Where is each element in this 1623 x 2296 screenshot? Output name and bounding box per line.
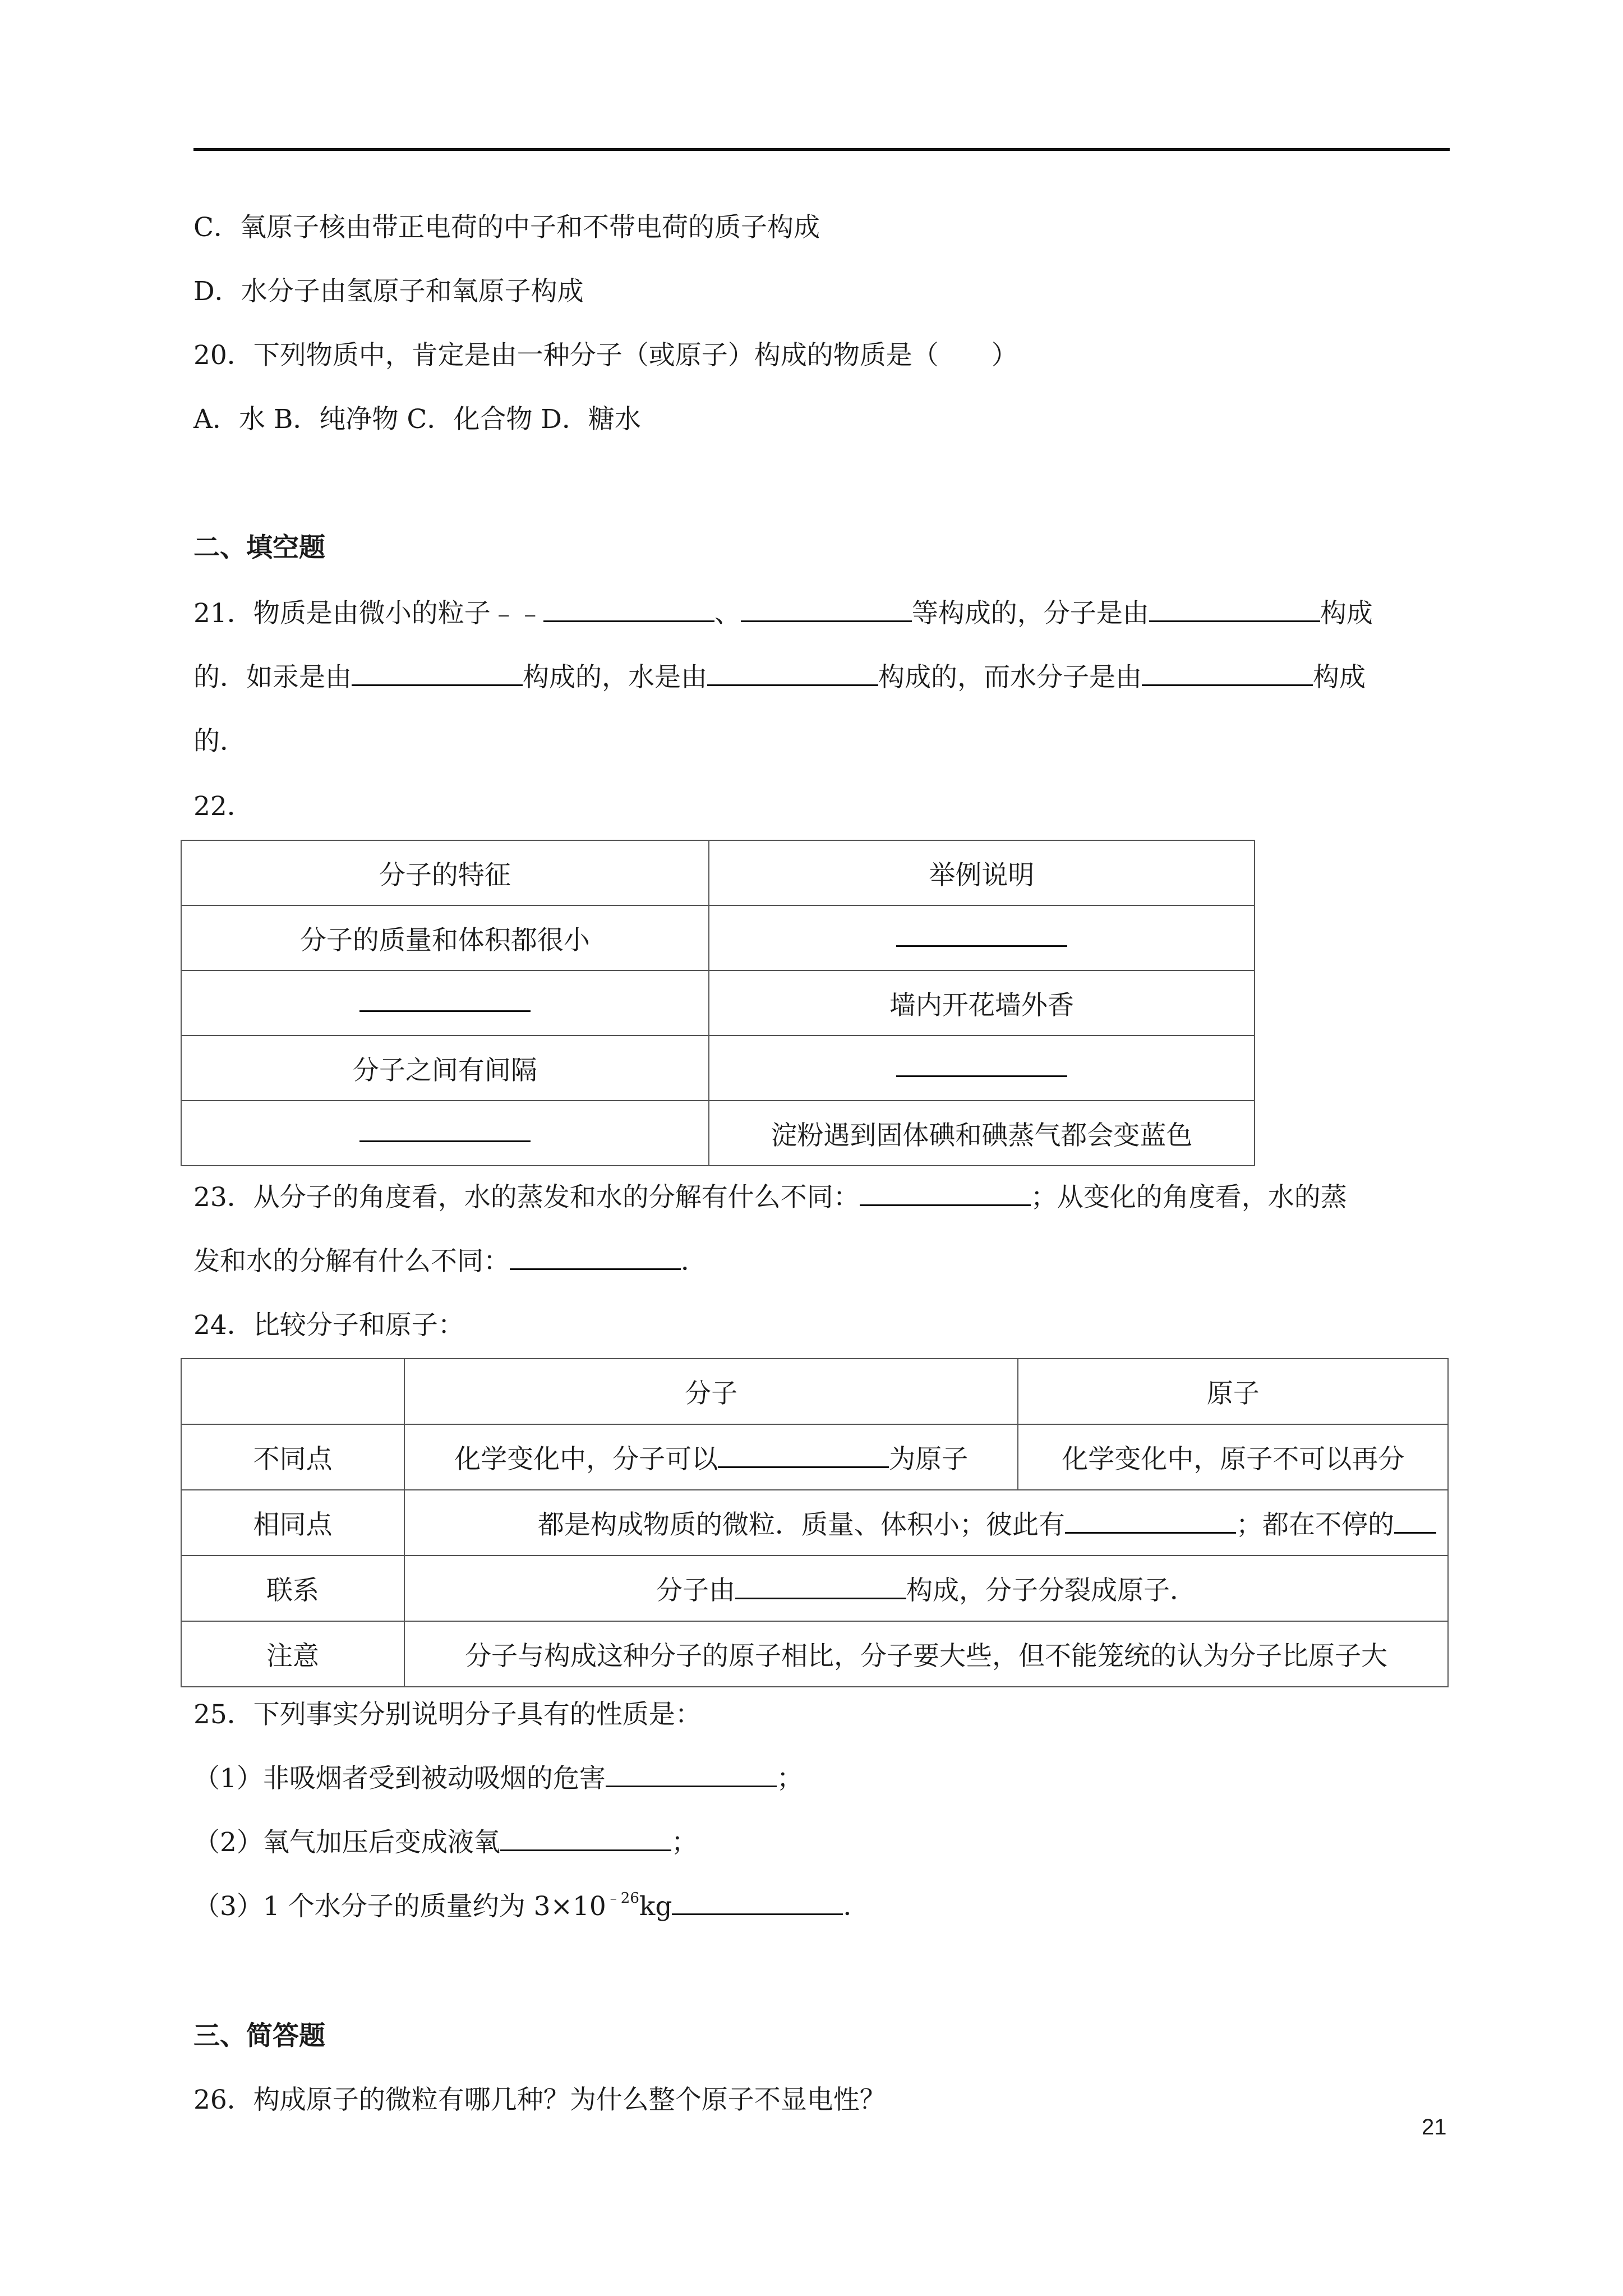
table-cell: [181, 1101, 709, 1166]
q21-text: 构成: [1313, 662, 1366, 693]
table-header-cell: 分子: [404, 1359, 1018, 1424]
q25-item-3: [193, 1890, 869, 1924]
table-cell: 墙内开花墙外香: [709, 970, 1255, 1036]
answer-blank[interactable]: [606, 1763, 777, 1787]
q20-options: A．水 B．纯净物 C．化合物 D．糖水: [193, 404, 641, 435]
answer-blank[interactable]: [543, 598, 714, 622]
answer-blank[interactable]: [896, 1053, 1067, 1077]
table-row-label: 联系: [181, 1556, 404, 1621]
q22-number: 22．: [193, 791, 253, 822]
q19-option-d: D．水分子由氢原子和氧原子构成: [193, 276, 584, 307]
section-fill-blank-title: 二、填空题: [193, 532, 325, 563]
q25-text: ；: [776, 1763, 803, 1794]
table-header-row: [181, 840, 1255, 905]
table-header-cell: 举例说明: [709, 840, 1255, 905]
table-cell: 淀粉遇到固体碘和碘蒸气都会变蓝色: [709, 1101, 1255, 1166]
cell-text: 都是构成物质的微粒．质量、体积小；彼此有: [538, 1510, 1065, 1540]
q26-stem: 26．构成原子的微粒有哪几种？为什么整个原子不显电性？: [193, 2085, 886, 2115]
q23-line1: [193, 1181, 1347, 1214]
exponent: ﹣26: [606, 1890, 639, 1907]
table-row-label: 相同点: [181, 1490, 404, 1556]
table-cell: [181, 970, 709, 1036]
q23-line2: [193, 1245, 707, 1278]
table-row: [181, 1101, 1255, 1166]
table-header-row: [181, 1359, 1448, 1424]
q23-text: 23．从分子的角度看，水的蒸发和水的分解有什么不同：: [193, 1182, 860, 1213]
q21-text: 的．如汞是由: [193, 662, 352, 693]
answer-blank[interactable]: [359, 988, 531, 1012]
q25-text: （2）氧气加压后变成液氧: [193, 1827, 500, 1858]
table-row: [181, 1556, 1448, 1621]
q22-table: [181, 840, 1255, 1166]
answer-blank[interactable]: [352, 662, 523, 686]
q25-text: （3）1 个水分子的质量约为 3×10: [193, 1891, 606, 1922]
answer-blank[interactable]: [1149, 598, 1320, 622]
q21-line2: [193, 661, 1366, 694]
q19-option-c: C．氧原子核由带正电荷的中子和不带电荷的质子构成: [193, 212, 820, 243]
q25-stem: 25．下列事实分别说明分子具有的性质是：: [193, 1699, 702, 1730]
cell-text: ；都在不停的: [1236, 1510, 1394, 1540]
page-number: 21: [1422, 2115, 1447, 2139]
table-cell: [404, 1556, 1448, 1621]
q21-text: 构成: [1320, 598, 1373, 629]
answer-blank[interactable]: [735, 1575, 906, 1599]
table-header-cell: 分子的特征: [181, 840, 709, 905]
table-cell: 分子的质量和体积都很小: [181, 905, 709, 970]
q25-text: （1）非吸烟者受到被动吸烟的危害: [193, 1763, 606, 1794]
cell-text: 为原子: [889, 1444, 969, 1475]
q25-item-2: [193, 1826, 698, 1860]
table-row-label: 注意: [181, 1621, 404, 1687]
table-header-cell: [181, 1359, 404, 1424]
table-row: [181, 905, 1255, 970]
q21-line1: [193, 597, 1373, 631]
cell-text: 分子由: [656, 1575, 735, 1606]
answer-blank[interactable]: [1065, 1510, 1236, 1534]
answer-blank[interactable]: [741, 598, 912, 622]
table-row: [181, 1621, 1448, 1687]
answer-blank[interactable]: [896, 923, 1067, 947]
q21-text: 等构成的，分子是由: [911, 598, 1149, 629]
table-cell: [709, 905, 1255, 970]
q25-item-1: [193, 1762, 803, 1796]
table-cell: [709, 1036, 1255, 1101]
section-short-answer-title: 三、简答题: [193, 2021, 325, 2051]
q23-text: ．: [681, 1246, 707, 1277]
table-row: [181, 1424, 1448, 1490]
q25-text: kg: [639, 1891, 672, 1922]
table-row: [181, 1036, 1255, 1101]
header-rule: [193, 148, 1450, 151]
q21-line3: 的．: [193, 726, 246, 757]
answer-blank[interactable]: [359, 1118, 531, 1142]
answer-blank[interactable]: [707, 662, 878, 686]
table-cell: 分子之间有间隔: [181, 1036, 709, 1101]
q21-text: 21．物质是由微小的粒子﹣﹣: [193, 598, 543, 629]
q21-text: 、: [714, 598, 741, 629]
q21-text: 构成的，水是由: [523, 662, 707, 693]
table-row-label: 不同点: [181, 1424, 404, 1490]
q23-text: ；从变化的角度看，水的蒸: [1030, 1182, 1347, 1213]
answer-blank[interactable]: [860, 1182, 1031, 1206]
q21-text: 构成的，而水分子是由: [878, 662, 1142, 693]
answer-blank[interactable]: [672, 1891, 843, 1915]
table-row: [181, 970, 1255, 1036]
table-cell: [404, 1490, 1448, 1556]
table-row: [181, 1490, 1448, 1556]
answer-blank[interactable]: [1394, 1510, 1436, 1534]
cell-text: 化学变化中，分子可以: [454, 1444, 718, 1475]
answer-blank[interactable]: [718, 1444, 889, 1468]
answer-blank[interactable]: [510, 1246, 681, 1270]
q20-stem: 20．下列物质中，肯定是由一种分子（或原子）构成的物质是（ ）: [193, 340, 1018, 371]
q24-stem: 24．比较分子和原子：: [193, 1310, 464, 1341]
answer-blank[interactable]: [1142, 662, 1313, 686]
table-cell: [404, 1424, 1018, 1490]
cell-text: 构成，分子分裂成原子．: [906, 1575, 1196, 1606]
table-cell: 分子与构成这种分子的原子相比，分子要大些，但不能笼统的认为分子比原子大: [404, 1621, 1448, 1687]
table-cell: 化学变化中，原子不可以再分: [1018, 1424, 1448, 1490]
q23-text: 发和水的分解有什么不同：: [193, 1246, 510, 1277]
q25-text: ．: [843, 1891, 870, 1922]
table-header-cell: 原子: [1018, 1359, 1448, 1424]
q24-table: [181, 1358, 1449, 1687]
q25-text: ；: [671, 1827, 698, 1858]
answer-blank[interactable]: [500, 1827, 671, 1851]
